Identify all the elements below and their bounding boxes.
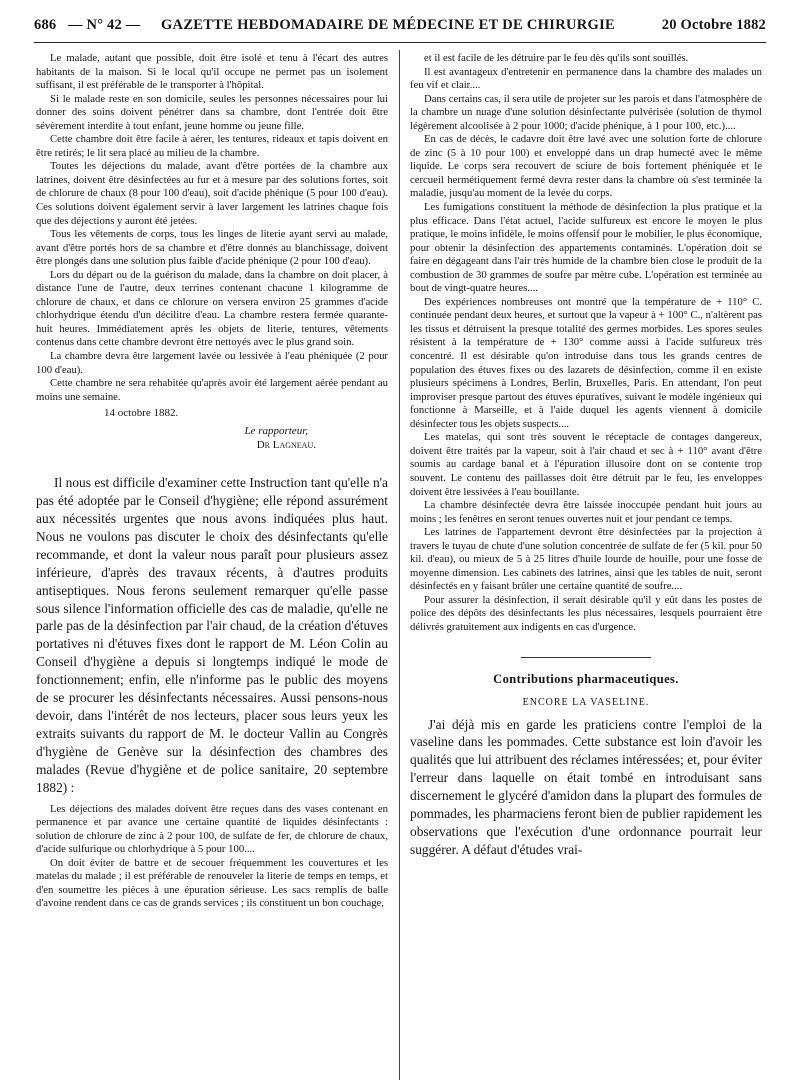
- instruction-paragraph: Lors du départ ou de la guérison du malade, dans la chambre on doit placer, à distance l'une de l'autre, deux terrines contenant chacune 1 kilogramme de chlorure de chaux, et dans ce chlorure on versera environ 25 grammes d'acide chlorhydrique étendu d'un décilitre d'eau. La chambre restera fermée quarante-huit heures. Immédiatement après les objets de literie, tentures, vêtements contenus dans cette chambre devront être nettoyés avec le plus grand soin.: [36, 268, 388, 349]
- signature-date: 14 octobre 1882.: [104, 407, 179, 420]
- issue-number: — N° 42 —: [68, 16, 141, 33]
- instruction-paragraph: Le malade, autant que possible, doit être isolé et tenu à l'écart des autres habitants de la maison. Si le local qu'il occupe ne permet pas un isolement suffisant, il est préférable de le transporter à l'hôpital.: [36, 52, 388, 92]
- instruction-paragraph: Si le malade reste en son domicile, seules les personnes nécessaires pour lui donner des soins doivent pénétrer dans sa chambre, dont l'entrée doit être sévèrement interdite à tout enfant, jeune homme ou jeune fille.: [36, 92, 388, 132]
- signature-role: Le rapporteur,: [244, 425, 308, 438]
- extract-paragraph: Les déjections des malades doivent être reçues dans des vases contenant en permanence et par avance une certaine quantité de liquides désinfectants : solution de chlorure de zinc à 2 pour 100, de sulfate de fer, de chlorure de chaux, d'acide sulfurique ou chlorhydrique à 5 pour 100....: [36, 802, 388, 856]
- left-column: [36, 52, 388, 1082]
- section-rule: [521, 657, 651, 658]
- instruction-paragraph: Tous les vêtements de corps, tous les linges de literie ayant servi au malade, avant d'être portés hors de sa chambre et d'être donnés au blanchissage, doivent être plongés dans une solution plus faible d'acide phénique (2 pour 100 d'eau).: [36, 228, 388, 268]
- instruction-paragraph: Cette chambre ne sera rehabitée qu'après avoir été largement aérée pendant au moins une semaine.: [36, 377, 388, 403]
- instruction-paragraph: Toutes les déjections du malade, avant d'être portées de la chambre aux latrines, doivent être désinfectées au fur et à mesure par des solutions fortes, soit de chlorure de chaux (8 pour 100 d'eau), soit d'acide phénique (5 pour 100 d'eau). Ces solutions doivent également servir à laver largement les latrines chaque fois que des déjections y auront été jetées.: [36, 160, 388, 227]
- extract-paragraph: Les matelas, qui sont très souvent le réceptacle de contages dangereux, doivent être traités par la vapeur, soit à l'air chaud et sec à + 110° avant d'être soumis au cardage banal et à l'épuration illusoire dont on se contente trop souvent. Le contenu des paillasses doit être détruit par le feu, les enveloppes doivent être lessivées à l'eau bouillante.: [410, 431, 762, 498]
- signature-block: [36, 406, 388, 452]
- instruction-paragraph: La chambre devra être largement lavée ou lessivée à l'eau phéniquée (2 pour 100 d'eau).: [36, 350, 388, 376]
- issue-date: 20 Octobre 1882: [661, 16, 766, 33]
- instructions-block: [36, 52, 388, 404]
- extract-paragraph: Les latrines de l'appartement devront être désinfectées par la projection à travers le tuyau de chute d'une solution concentrée de sulfate de fer (5 kil. pour 50 kil. d'eau), ou mieux de 5 à 25 litres d'huile lourde de houille, pour une fosse de moyenne dimension. Les cabinets des latrines, ainsi que les tables de nuit, seront désinfectés en y faisant brûler une certaine quantité de soufre....: [410, 526, 762, 593]
- extract-paragraph: et il est facile de les détruire par le feu dès qu'ils sont souillés.: [424, 52, 689, 64]
- section-subtitle: ENCORE LA VASELINE.: [522, 696, 650, 708]
- right-column: [410, 52, 762, 1082]
- signature-name: Dr Lagneau.: [256, 439, 316, 452]
- page-header: [34, 10, 766, 40]
- header-rule: [34, 42, 766, 43]
- publication-title: GAZETTE HEBDOMADAIRE DE MÉDECINE ET DE CHIRURGIE: [160, 16, 616, 33]
- extract-paragraph: Pour assurer la désinfection, il serait désirable qu'il y eût dans les postes de police des dépôts des désinfectants les plus nécessaires, lesquels pourraient être délivrés gratuitement aux indigents en cas d'urgence.: [410, 593, 762, 633]
- section-title: Contributions pharmaceutiques.: [493, 671, 679, 686]
- extract-paragraph: Il est avantageux d'entretenir en permanence dans la chambre des malades un feu vif et clair....: [410, 65, 762, 92]
- vallin-continued-block: [410, 52, 762, 635]
- column-divider: [399, 50, 400, 1080]
- spacer: [36, 452, 388, 474]
- commentary-block: [36, 474, 388, 796]
- extract-paragraph: En cas de décès, le cadavre doit être lavé avec une solution forte de chlorure de zinc (5 à 10 pour 100) et enveloppé dans un drap humecté avec le même liquide. Le corps sera recouvert de sciure de bois fortement phéniquée et le cercueil hermétiquement fermé devra rester dans la chambre où s'est terminée la maladie, jusqu'au moment de la levée du corps.: [410, 133, 762, 200]
- page-number: 686: [34, 16, 57, 33]
- extract-paragraph: La chambre désinfectée devra être laissée inoccupée pendant huit jours au moins ; les fenêtres en seront tenues ouvertes nuit et jour pendant ce temps.: [410, 499, 762, 525]
- article-paragraph: J'ai déjà mis en garde les praticiens contre l'emploi de la vaseline dans les pommades. Cette substance est loin d'avoir les qualités que lui attribuent des réclames intéressées; et, pour éviter l'erreur dans laquelle on était tombé en introduisant sans discernement le glycéré d'amidon dans la plupart des formules de pommades, les pharmaciens feront bien de publier rapidement les observations que l'exécution d'une ordonnance pourrait leur suggérer. A défaut d'études vrai-: [410, 716, 762, 857]
- extract-paragraph: Dans certains cas, il sera utile de projeter sur les parois et dans l'atmosphère de la chambre un nuage d'une solution désinfectante pulvérisée (solution de thymol légèrement alcoolisée à 2 pour 1000; d'acide phénique, à 1 pour 100, etc.)....: [410, 92, 762, 132]
- vaseline-article-block: [410, 716, 762, 859]
- extract-paragraph: Des expériences nombreuses ont montré que la température de + 110° C. continuée pendant deux heures, et surtout que la vapeur à + 100° C., n'altèrent pas les tissus et détruisent la presque totalité des germes morbides. Les spores seules résistent à la température de + 130° comme aussi à l'acide sulfureux très concentré. Il est désirable qu'on introduise dans tous les grands centres de population des étuves fixes ou des lazarets de désinfection, comme il en existe plusieurs spécimens à Londres, Berlin, Bruxelles, Paris. En attendant, l'on peut improviser presque partout des étuves épuratives, suivant le modèle ingénieux qui fonctionne à Marseille, et à l'aide duquel les agents viennent à domicile désinfecter tous les objets suspects....: [410, 295, 762, 430]
- instruction-paragraph: Cette chambre doit être facile à aérer, les tentures, rideaux et tapis doivent en être retirés; le lit sera placé au milieu de la chambre.: [36, 133, 388, 159]
- commentary-paragraph: Il nous est difficile d'examiner cette Instruction tant qu'elle n'a pas été adoptée par le Conseil d'hygiène; elle répond assurément aux nécessités urgentes que nous avons indiquées plus haut. Nous ne voulons pas discuter le choix des désinfectants qu'elle recommande, et dont la valeur nous paraît pour plusieurs assez inférieure, d'après des travaux récents, à d'autres produits antiseptiques. Nous ferons seulement remarquer qu'elle passe sous silence l'information officielle des cas de maladie, qu'elle ne parle pas de la désinfection par l'air chaud, de la création d'étuves portatives ni d'étuves fixes dont le rapport de M. Léon Colin au Conseil d'hygiène a depuis si longtemps indiqué le mode de fonctionnement; enfin, elle n'informe pas le public des moyens de se procurer les désinfectants nécessaires. Aussi pensons-nous devoir, dans l'intérêt de nos lecteurs, placer sous leurs yeux les extraits suivants du rapport de M. le docteur Vallin au Congrès d'hygiène de Genève sur la désinfection des chambres des malades (Revue d'hygiène et de police sanitaire, 20 septembre 1882) :: [36, 475, 388, 795]
- extract-paragraph: Les fumigations constituent la méthode de désinfection la plus pratique et la plus efficace. Dans l'état actuel, l'acide sulfureux est encore le moyen le plus pratique, le moins infidèle, le moins offensif pour le mobilier, le plus économique, pour obtenir la désinfection des appartements contaminés. L'opération doit se faire en dégageant dans l'air très humide de la chambre bien close le produit de la combustion de 30 grammes de soufre par mètre cube. L'opération est terminée au bout de vingt-quatre heures....: [410, 201, 762, 295]
- vallin-extract-block: [36, 803, 388, 911]
- extract-paragraph: On doit éviter de battre et de secouer fréquemment les couvertures et les matelas du malade ; il est préférable de renouveler la literie de temps en temps, et d'en soumettre les pièces à une épuration sérieuse. Les sacs remplis de balle d'avoine rendent dans ce cas de grands services ; ils constituent un bon couchage,: [36, 856, 388, 910]
